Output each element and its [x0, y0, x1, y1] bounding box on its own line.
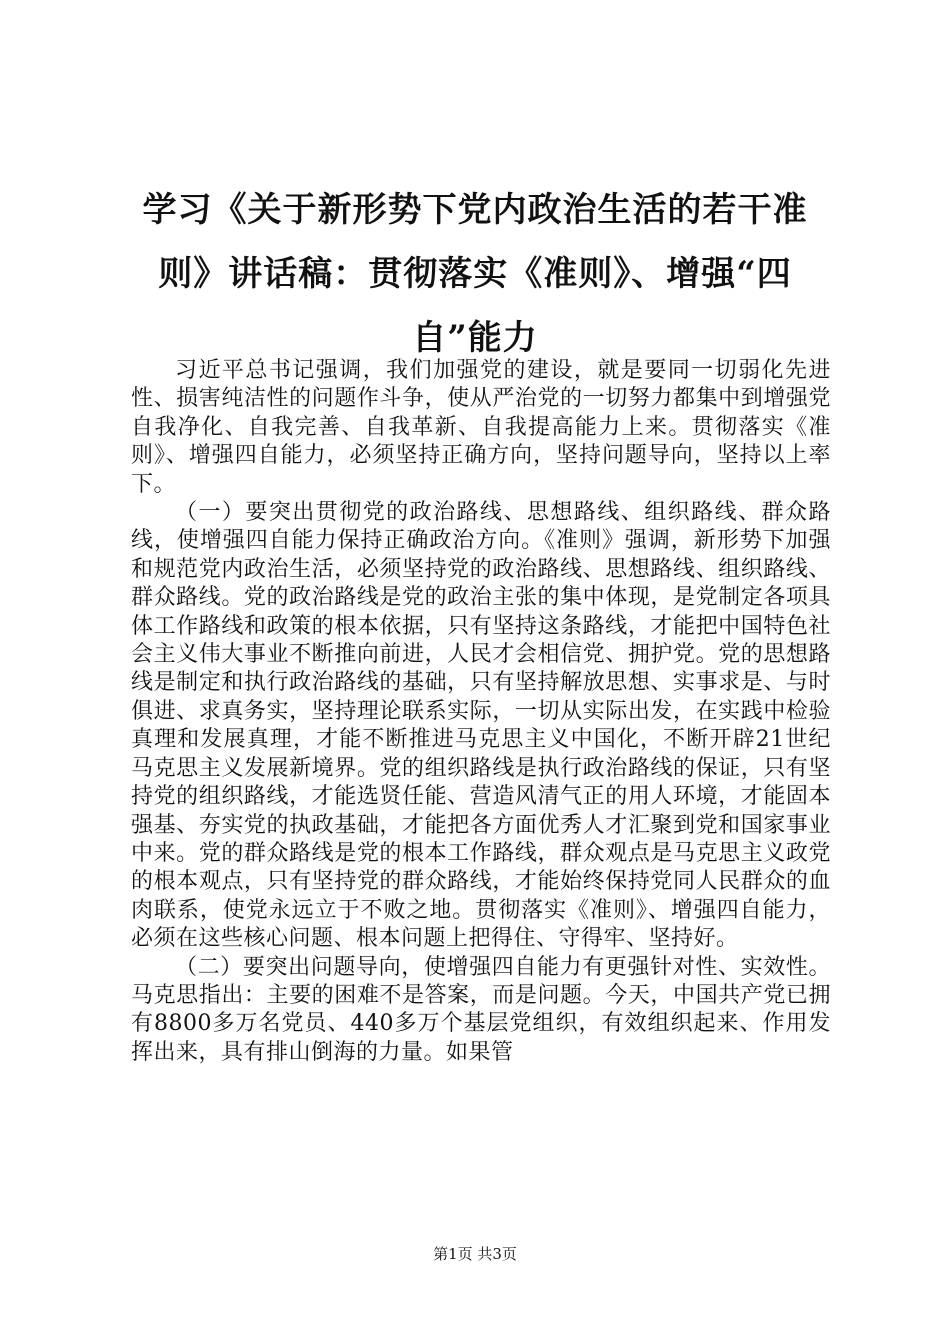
document-title: 学习《关于新形势下党内政治生活的若干准则》讲话稿：贯彻落实《准则》、增强“四自”能力: [142, 190, 808, 358]
page-indicator: 第1页 共3页: [433, 1245, 517, 1263]
paragraph-section-1: （一）要突出贯彻党的政治路线、思想路线、组织路线、群众路线，使增强四自能力保持正确政治方向。《准则》强调，新形势下加强和规范党内政治生活，必须坚持党的政治路线、思想路线、组织路线、群众路线。党的政治路线是党的政治主张的集中体现，是党制定各项具体工作路线和政策的根本依据，只有坚持这条路线，才能把中国特色社会主义伟大事业不断推向前进，人民才会相信党、拥护党。党的思想路线是制定和执行政治路线的基础，只有坚持解放思想、实事求是、与时俱进、求真务实，坚持理论联系实际，一切从实际出发，在实践中检验真理和发展真理，才能不断推进马克思主义中国化，不断开辟21世纪马克思主义发展新境界。党的组织路线是执行政治路线的保证，只有坚持党的组织路线，才能选贤任能、营造风清气正的用人环境，才能固本强基、夯实党的执政基础，才能把各方面优秀人才汇聚到党和国家事业中来。党的群众路线是党的根本工作路线，群众观点是马克思主义政党的根本观点，只有坚持党的群众路线，才能始终保持党同人民群众的血肉联系，使党永远立于不败之地。贯彻落实《准则》、增强四自能力，必须在这些核心问题、根本问题上把得住、守得牢、坚持好。: [131, 500, 831, 952]
paragraph-intro: 习近平总书记强调，我们加强党的建设，就是要同一切弱化先进性、损害纯洁性的问题作斗争，使从严治党的一切努力都集中到增强党自我净化、自我完善、自我革新、自我提高能力上来。贯彻落实《准则》、增强四自能力，必须坚持正确方向，坚持问题导向，坚持以上率下。: [131, 358, 831, 497]
document-body: [131, 357, 831, 1067]
page-footer: [0, 1244, 950, 1264]
paragraph-section-2: （二）要突出问题导向，使增强四自能力有更强针对性、实效性。马克思指出：主要的困难不是答案，而是问题。今天，中国共产党已拥有8800多万名党员、440多万个基层党组织，有效组织起来、作用发挥出来，具有排山倒海的力量。如果管: [131, 954, 831, 1065]
